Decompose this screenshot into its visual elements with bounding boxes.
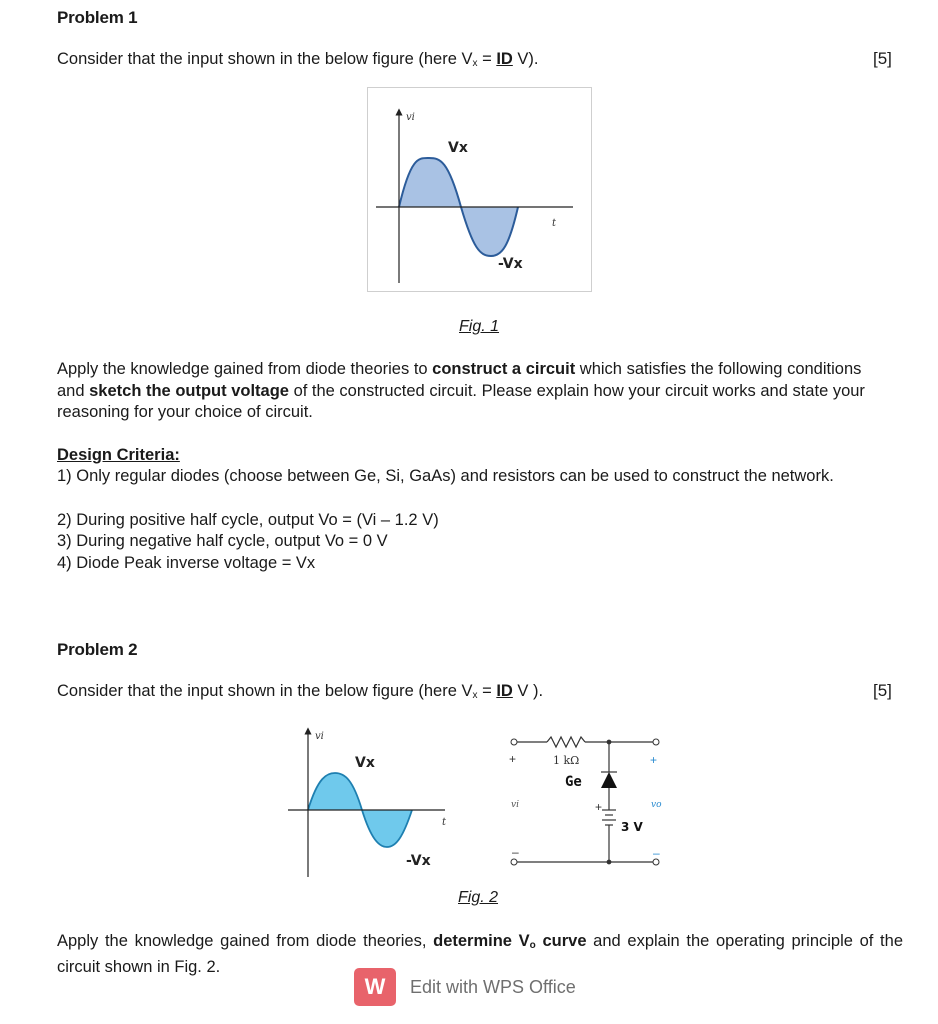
apply-bold: curve: [535, 932, 587, 950]
problem-1-apply: [57, 359, 877, 424]
problem-2-marks: [5]: [873, 681, 892, 700]
intro-sub: x: [472, 58, 478, 69]
problem-1-marks: [5]: [873, 49, 892, 68]
intro-id: ID: [496, 682, 513, 700]
battery-plus: +: [595, 800, 603, 814]
intro-eq: =: [477, 682, 497, 700]
vo-label: vo: [651, 800, 662, 810]
figure-2-caption: Fig. 2: [458, 889, 499, 906]
figure-1-caption: Fig. 1: [459, 318, 500, 335]
vi-label: vi: [511, 800, 519, 810]
intro-sub: x: [472, 690, 478, 701]
figure-2-circuit: [503, 730, 673, 875]
apply-text: of the constructed circuit. Please explain how your circuit works and state your reasoning for your choice of circuit.: [57, 381, 865, 421]
criteria-item: 2) During positive half cycle, output Vo = (Vi – 1.2 V): [57, 511, 439, 529]
axis-label: vi: [406, 112, 415, 123]
resistor: [547, 737, 585, 747]
trough-label: -Vx: [498, 256, 523, 272]
problem-1-intro: [57, 49, 538, 74]
figure-1-frame: [367, 87, 592, 292]
apply-sub: o: [529, 940, 536, 951]
problem-1-title: Problem 1: [57, 8, 138, 27]
diode-icon: [601, 772, 617, 788]
resistor-label: 1 kΩ: [553, 754, 580, 767]
battery-label: 3 V: [621, 820, 643, 834]
intro-text: Consider that the input shown in the below figure (here V: [57, 682, 473, 700]
problem-2-title: Problem 2: [57, 640, 138, 659]
diode-label: Ge: [565, 774, 582, 790]
axis-label: vi: [315, 731, 324, 742]
design-criteria-heading: Design Criteria:: [57, 446, 180, 464]
terminal-icon: [511, 739, 517, 745]
t-label: t: [552, 218, 557, 229]
figure-1-waveform: [368, 88, 591, 291]
wps-watermark-text: Edit with WPS Office: [410, 976, 576, 997]
apply-text: Apply the knowledge gained from diode theories,: [57, 932, 434, 950]
criteria-item: 4) Diode Peak inverse voltage = Vx: [57, 554, 316, 572]
junction: [607, 860, 611, 864]
trough-label: -Vx: [406, 853, 431, 869]
vo-minus: –: [653, 846, 660, 860]
apply-text: which satisfies the following conditions and: [57, 360, 862, 400]
wps-watermark[interactable]: [354, 968, 576, 1006]
figure-2-waveform: [285, 725, 470, 885]
problem-2-intro: [57, 681, 543, 706]
peak-label: Vx: [448, 140, 468, 156]
peak-label: Vx: [355, 755, 375, 771]
intro-text: Consider that the input shown in the below figure (here V: [57, 50, 473, 68]
wps-logo-icon: W: [354, 968, 396, 1006]
vo-plus: +: [650, 753, 658, 767]
apply-bold: sketch the output voltage: [89, 381, 289, 400]
intro-post: V).: [512, 50, 539, 68]
apply-text: Apply the knowledge gained from diode theories to: [57, 360, 433, 378]
terminal-icon: [511, 859, 517, 865]
apply-bold: determine V: [433, 932, 530, 950]
intro-eq: =: [477, 50, 497, 68]
apply-bold: construct a circuit: [432, 360, 576, 378]
criteria-item: 3) During negative half cycle, output Vo = 0 V: [57, 532, 388, 550]
t-label: t: [442, 817, 447, 828]
vi-plus: +: [509, 752, 517, 766]
apply-text: and explain the operating principle of the circuit shown in Fig. 2.: [57, 932, 903, 976]
criteria-item: 1) Only regular diodes (choose between Ge, Si, GaAs) and resistors can be used to construct the network.: [57, 467, 834, 485]
intro-post: V ).: [512, 682, 544, 700]
intro-id: ID: [496, 50, 513, 68]
terminal-icon: [653, 739, 659, 745]
vi-minus: –: [512, 845, 519, 859]
